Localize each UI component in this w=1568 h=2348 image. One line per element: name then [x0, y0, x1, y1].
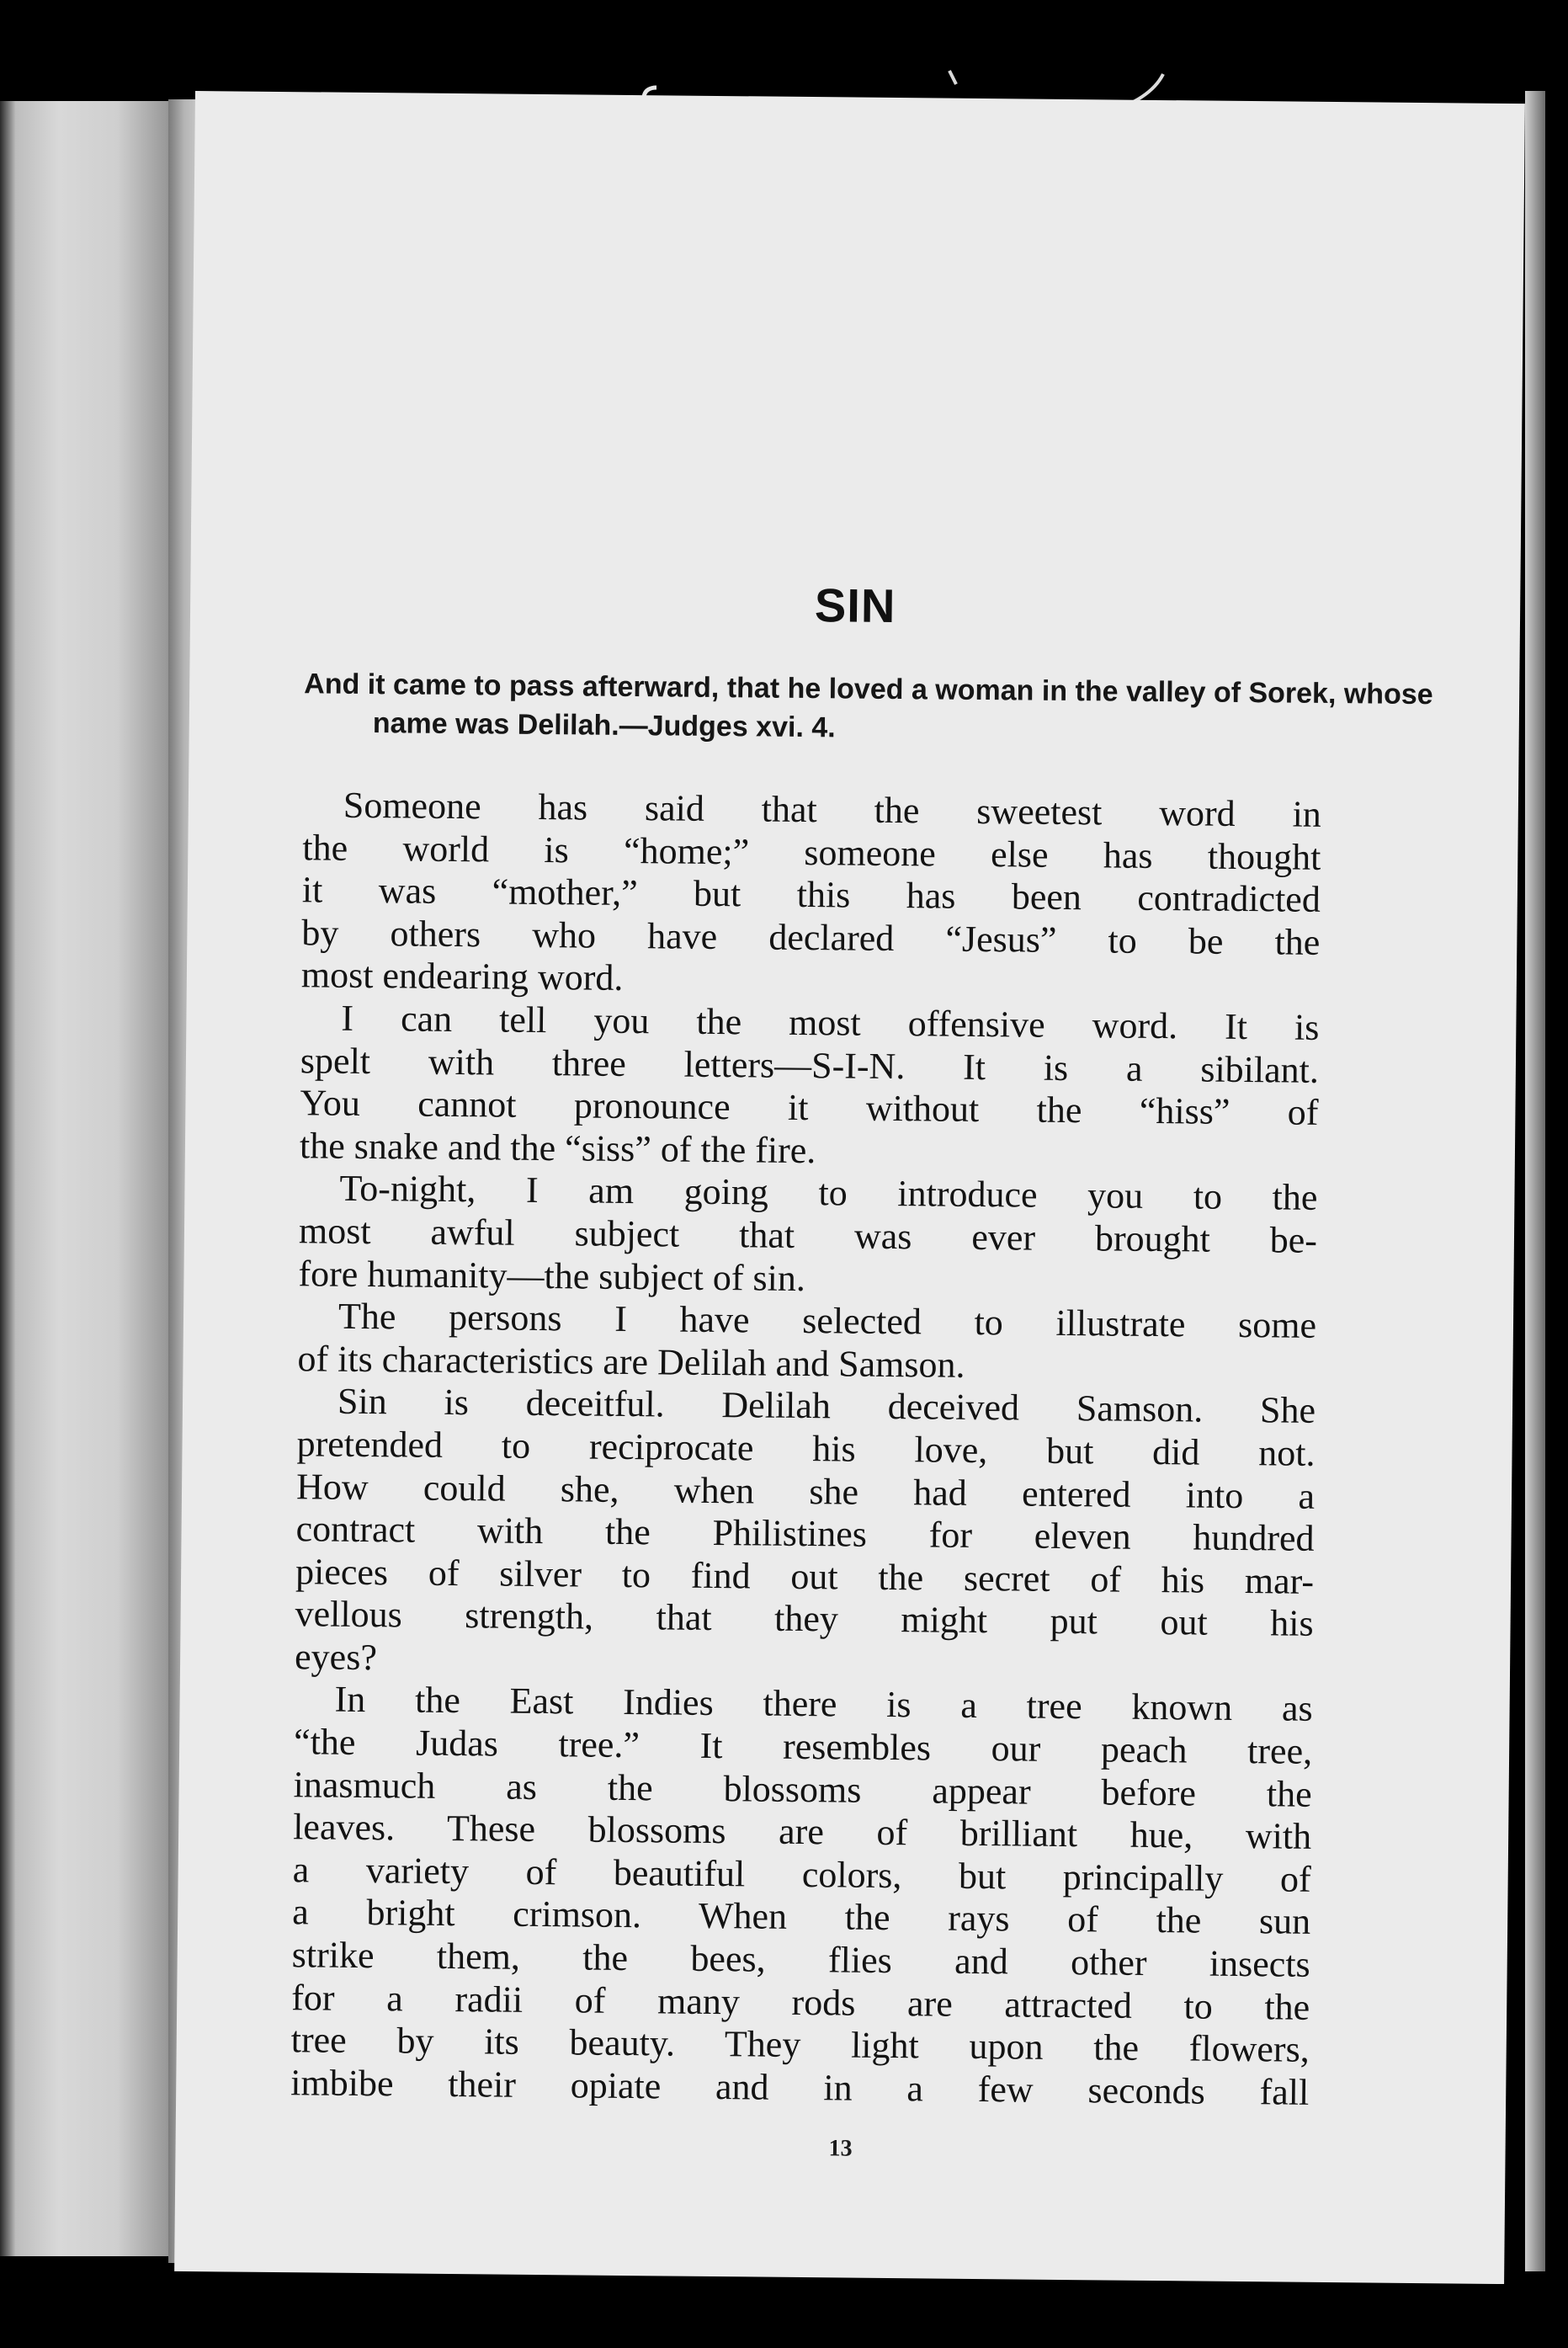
text-line: strike them, the bees, flies and other insects [291, 1934, 1310, 1985]
text-line: a variety of beautiful colors, but principally of [292, 1849, 1311, 1900]
text-line: most awful subject that was ever brought be- [298, 1210, 1318, 1261]
text-line: “the Judas tree.” It resembles our peach tree, [293, 1721, 1313, 1772]
text-line: pretended to reciprocate his love, but did not. [296, 1423, 1316, 1474]
text-line: leaves. These blossoms are of brilliant hue, with [292, 1806, 1312, 1858]
text-line: tree by its beauty. They light upon the flowers, [290, 2019, 1310, 2071]
body-text [290, 784, 1321, 2114]
text-line: it was “mother,” but this has been contradicted [301, 869, 1321, 921]
text-line: In the East Indies there is a tree known as [334, 1679, 1313, 1730]
scan-mark [949, 71, 956, 84]
text-line: eyes? [294, 1636, 378, 1679]
facing-page-edge [0, 101, 195, 2256]
text-line: You cannot pronounce it without the “hiss” of [300, 1082, 1319, 1134]
text-line: contract with the Philistines for eleven hundred [295, 1508, 1315, 1559]
text-line: most endearing word. [300, 954, 624, 999]
text-line: The persons I have selected to illustrate some [338, 1295, 1317, 1346]
text-line: To-night, I am going to introduce you to the [339, 1168, 1318, 1219]
text-line: Someone has said that the sweetest word in [343, 784, 1322, 835]
book-page [174, 91, 1525, 2284]
text-line: How could she, when she had entered into a [295, 1465, 1316, 1517]
text-line: spelt with three letters—S-I-N. It is a sibilant. [300, 1039, 1320, 1091]
text-line: the snake and the “siss” of the fire. [299, 1124, 816, 1171]
epigraph-scripture: And it came to pass afterward, that he loved a woman in the valley of Sorek, whose name was Delilah.—Judges xvi. 4. [304, 668, 1433, 744]
chapter-title: SIN [814, 578, 896, 633]
text-line: pieces of silver to find out the secret of his mar- [295, 1550, 1315, 1602]
page-number: 13 [828, 2135, 853, 2162]
page-edge-shadow [1525, 91, 1545, 2271]
text-line: the world is “home;” someone else has thought [302, 826, 1321, 878]
text-line: for a radii of many rods are attracted to the [291, 1976, 1310, 2028]
text-line: a bright crimson. When the rays of the sun [292, 1891, 1311, 1943]
text-line: imbibe their opiate and in a few seconds fall [290, 2062, 1310, 2113]
text-line: inasmuch as the blossoms appear before the [293, 1763, 1312, 1815]
text-line: of its characteristics are Delilah and Samson. [297, 1337, 965, 1386]
text-line: I can tell you the most offensive word. It is [341, 997, 1320, 1048]
text-line: fore humanity—the subject of sin. [298, 1252, 806, 1299]
text-line: Sin is deceitful. Delilah deceived Samson. She [337, 1381, 1316, 1432]
text-line: vellous strength, that they might put out his [295, 1593, 1314, 1645]
text-line: by others who have declared “Jesus” to be the [301, 912, 1321, 963]
